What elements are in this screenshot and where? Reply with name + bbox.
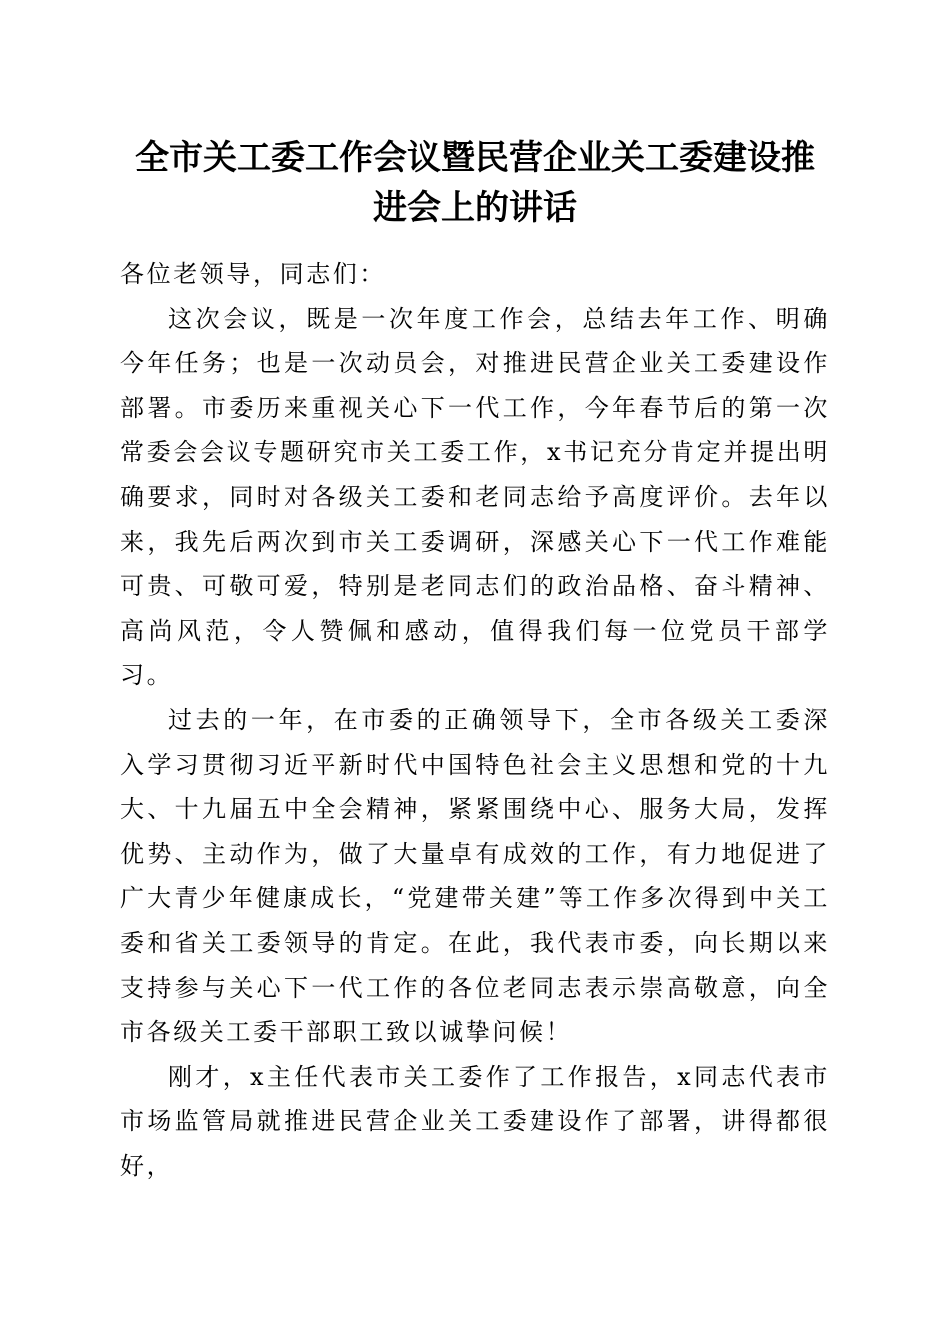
document-title: [110, 133, 840, 233]
document-body: [120, 252, 830, 1188]
title-line-1: 全市关工委工作会议暨民营企业关工委建设推: [135, 138, 815, 178]
title-line-2: 进会上的讲话: [373, 188, 577, 228]
paragraph-2: 过去的一年，在市委的正确领导下，全市各级关工委深入学习贯彻习近平新时代中国特色社会主义思想和党的十九大、十九届五中全会精神，紧紧围绕中心、服务大局，发挥优势、主动作为，做了大量卓有成效的工作，有力地促进了广大青少年健康成长，“党建带关建”等工作多次得到中关工委和省关工委领导的肯定。在此，我代表市委，向长期以来支持参与关心下一代工作的各位老同志表示崇高敬意，向全市各级关工委干部职工致以诚挚问候！: [120, 705, 830, 1047]
salutation: 各位老领导，同志们：: [120, 260, 386, 288]
paragraph-3: 刚才，x主任代表市关工委作了工作报告，x同志代表市市场监管局就推进民营企业关工委建设作了部署，讲得都很好，: [120, 1062, 830, 1180]
paragraph-1: 这次会议，既是一次年度工作会，总结去年工作、明确今年任务；也是一次动员会，对推进民营企业关工委建设作部署。市委历来重视关心下一代工作，今年春节后的第一次常委会会议专题研究市关工委工作，x书记充分肯定并提出明确要求，同时对各级关工委和老同志给予高度评价。去年以来，我先后两次到市关工委调研，深感关心下一代工作难能可贵、可敬可爱，特别是老同志们的政治品格、奋斗精神、高尚风范，令人赞佩和感动，值得我们每一位党员干部学习。: [120, 304, 830, 690]
